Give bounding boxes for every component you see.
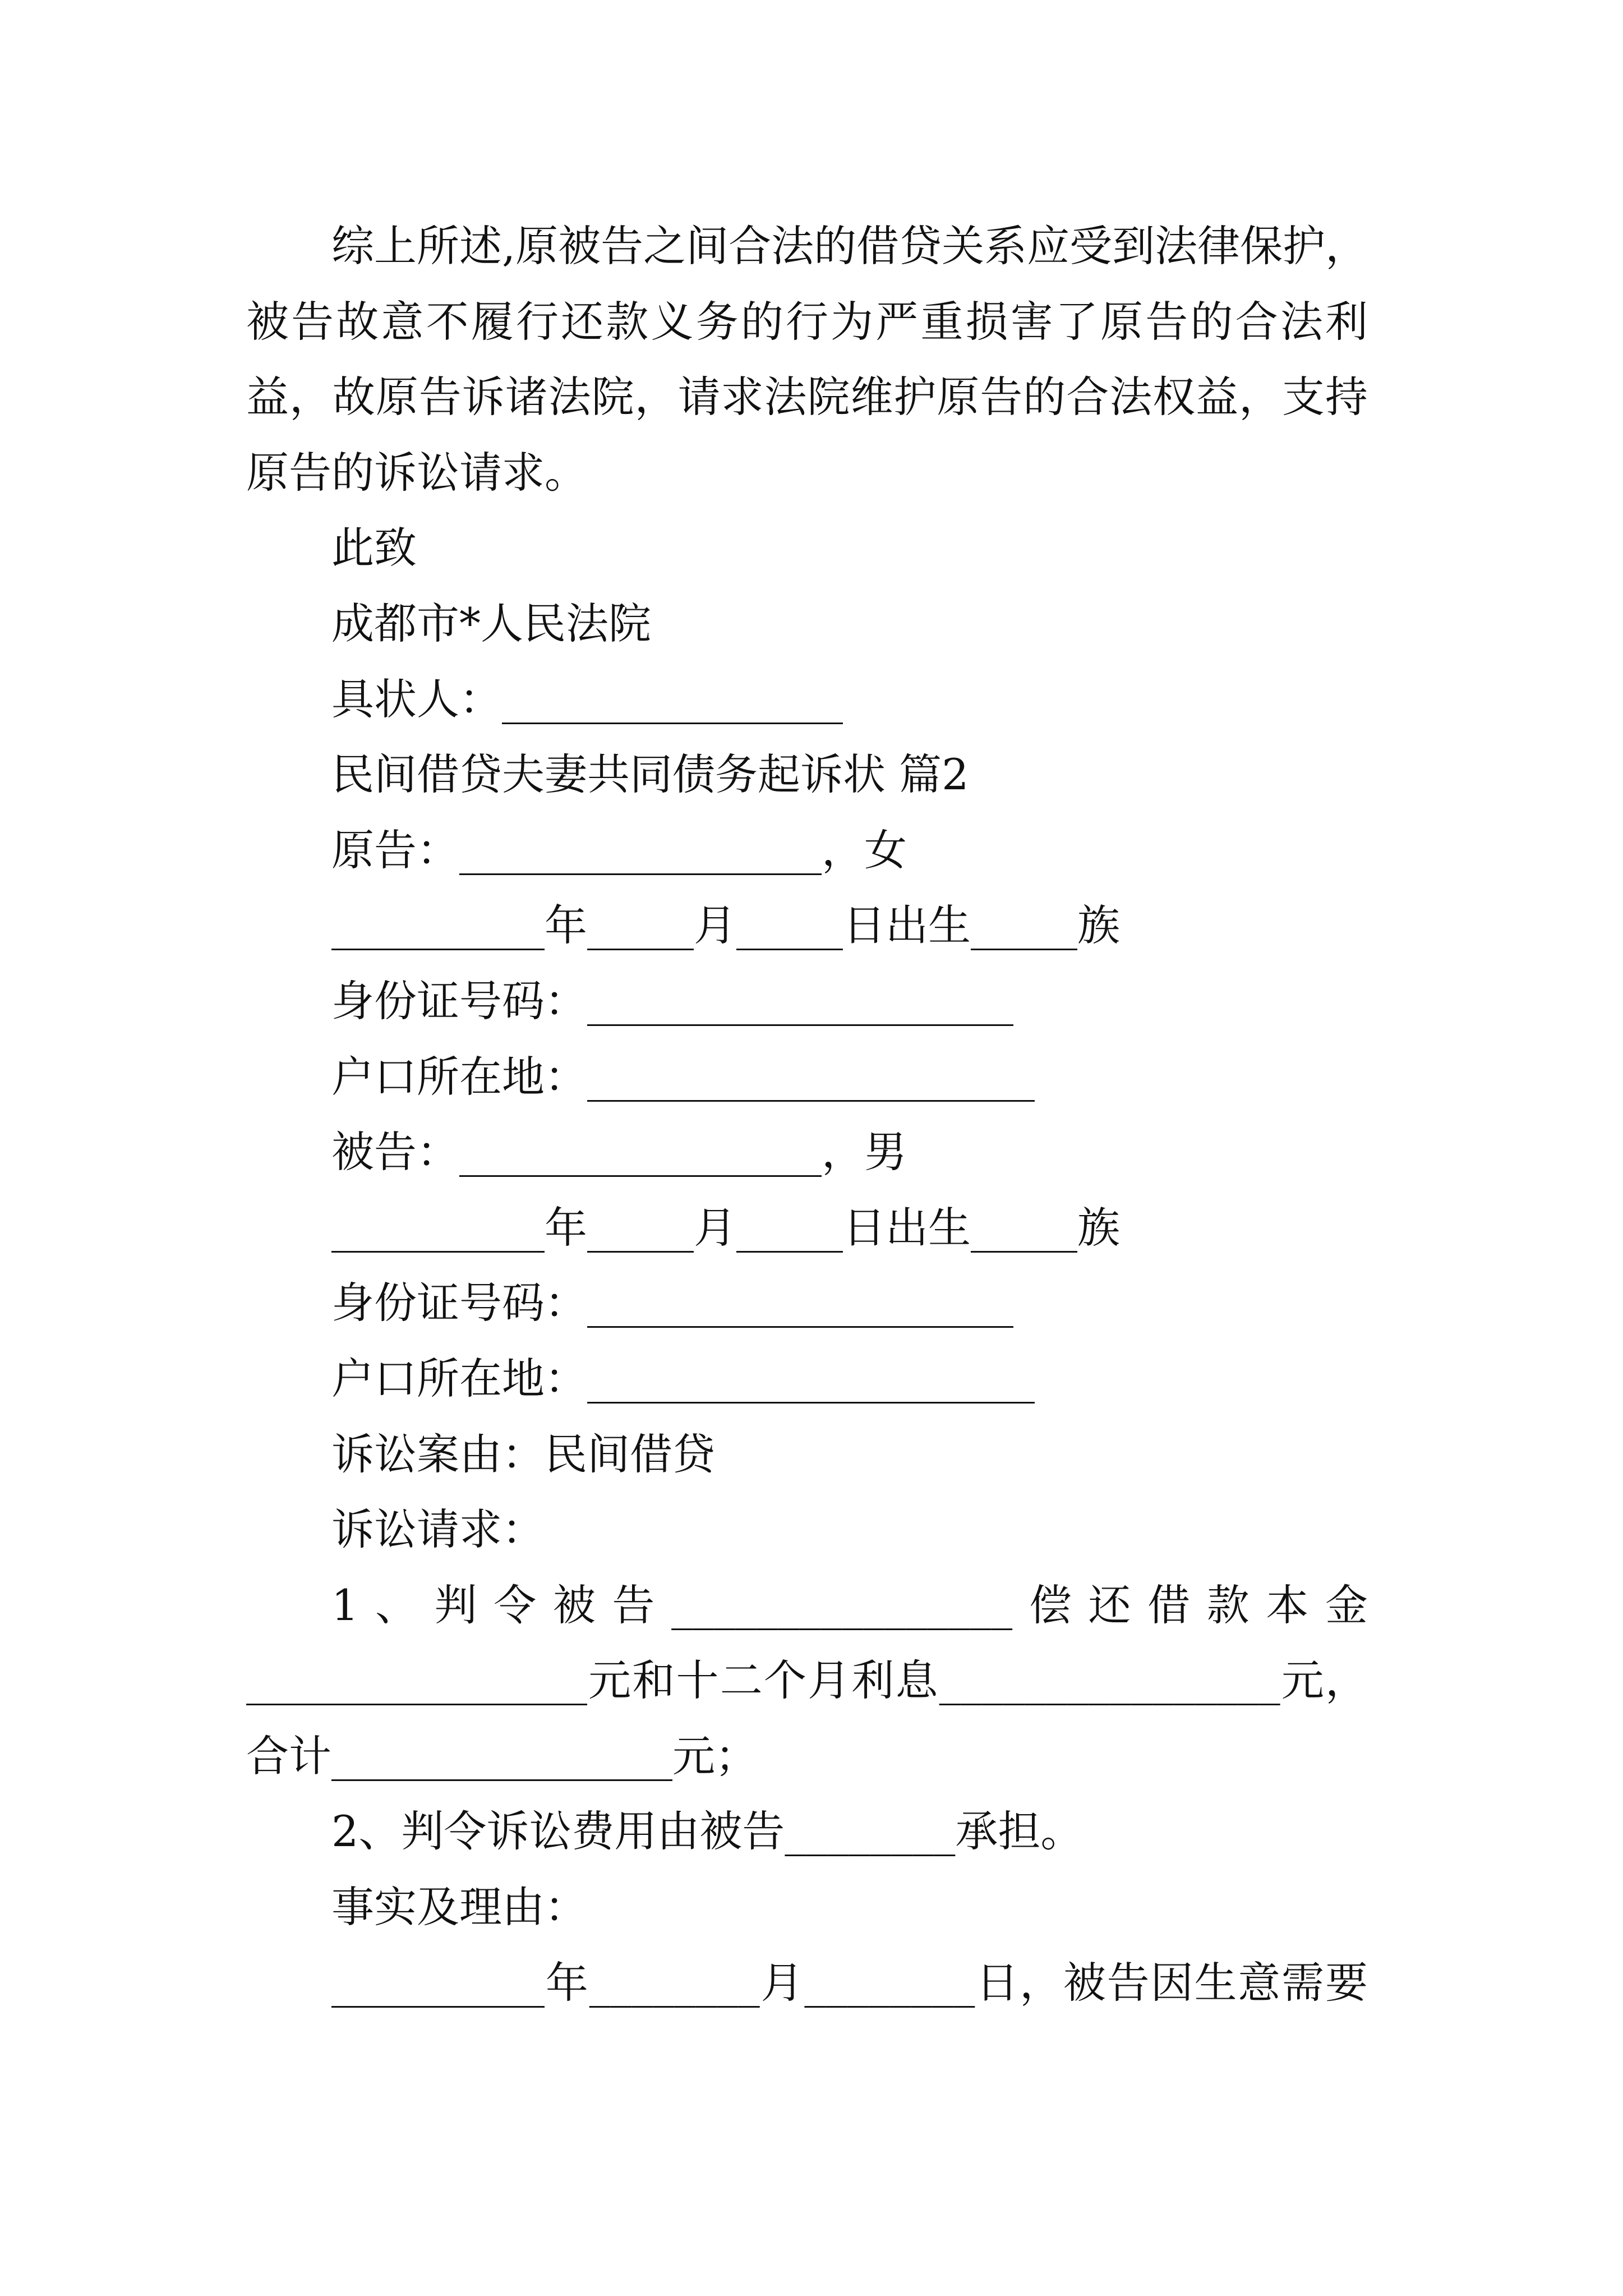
- salutation: 此致: [331, 523, 417, 573]
- defendant-birth-line: __________年_____月_____日出生_____族: [331, 1202, 1120, 1253]
- section-heading: 民间借贷夫妻共同债务起诉状 篇2: [331, 749, 969, 800]
- claim-1-line: 1、判令被告________________偿还借款本金: [331, 1580, 1368, 1630]
- defendant-info: [246, 1115, 1368, 1416]
- defendant-residence-line: 户口所在地：_____________________: [331, 1353, 1035, 1404]
- plaintiff-name-line: 原告：_________________，女: [331, 825, 907, 875]
- document-body: [246, 209, 1368, 2021]
- conclusion-line: 原告的诉讼请求。: [246, 447, 587, 498]
- claim-1-line: 合计________________元；: [246, 1731, 758, 1781]
- facts-section: [246, 1870, 1368, 2021]
- conclusion-paragraph: [246, 209, 1368, 510]
- facts-heading: 事实及理由：: [331, 1882, 587, 1932]
- defendant-id-line: 身份证号码：____________________: [331, 1278, 1013, 1328]
- claims-heading: 诉讼请求：: [331, 1504, 545, 1555]
- conclusion-line: 益，故原告诉诸法院，请求法院维护原告的合法权益，支持: [246, 372, 1368, 422]
- claim-1-line: ________________元和十二个月利息________________元，: [246, 1655, 1368, 1706]
- plaintiff-residence-line: 户口所在地：_____________________: [331, 1051, 1035, 1102]
- addressee-court: 成都市*人民法院: [331, 598, 651, 648]
- conclusion-line: 被告故意不履行还款义务的行为严重损害了原告的合法利: [246, 296, 1368, 347]
- claims-section: [246, 1492, 1368, 1870]
- plaintiff-info: [246, 813, 1368, 1115]
- claim-2-line: 2、判令诉讼费用由被告________承担。: [331, 1806, 1083, 1857]
- cause-of-action: 诉讼案由：民间借贷: [331, 1429, 715, 1479]
- plaintiff-id-line: 身份证号码：____________________: [331, 976, 1013, 1026]
- conclusion-line: 综上所述,原被告之间合法的借贷关系应受到法律保护，: [331, 221, 1368, 271]
- defendant-name-line: 被告：_________________，男: [331, 1127, 907, 1177]
- signatory-line: 具状人：________________: [331, 674, 843, 724]
- plaintiff-birth-line: __________年_____月_____日出生_____族: [331, 900, 1120, 951]
- facts-line: __________年________月________日，被告因生意需要: [331, 1957, 1368, 2008]
